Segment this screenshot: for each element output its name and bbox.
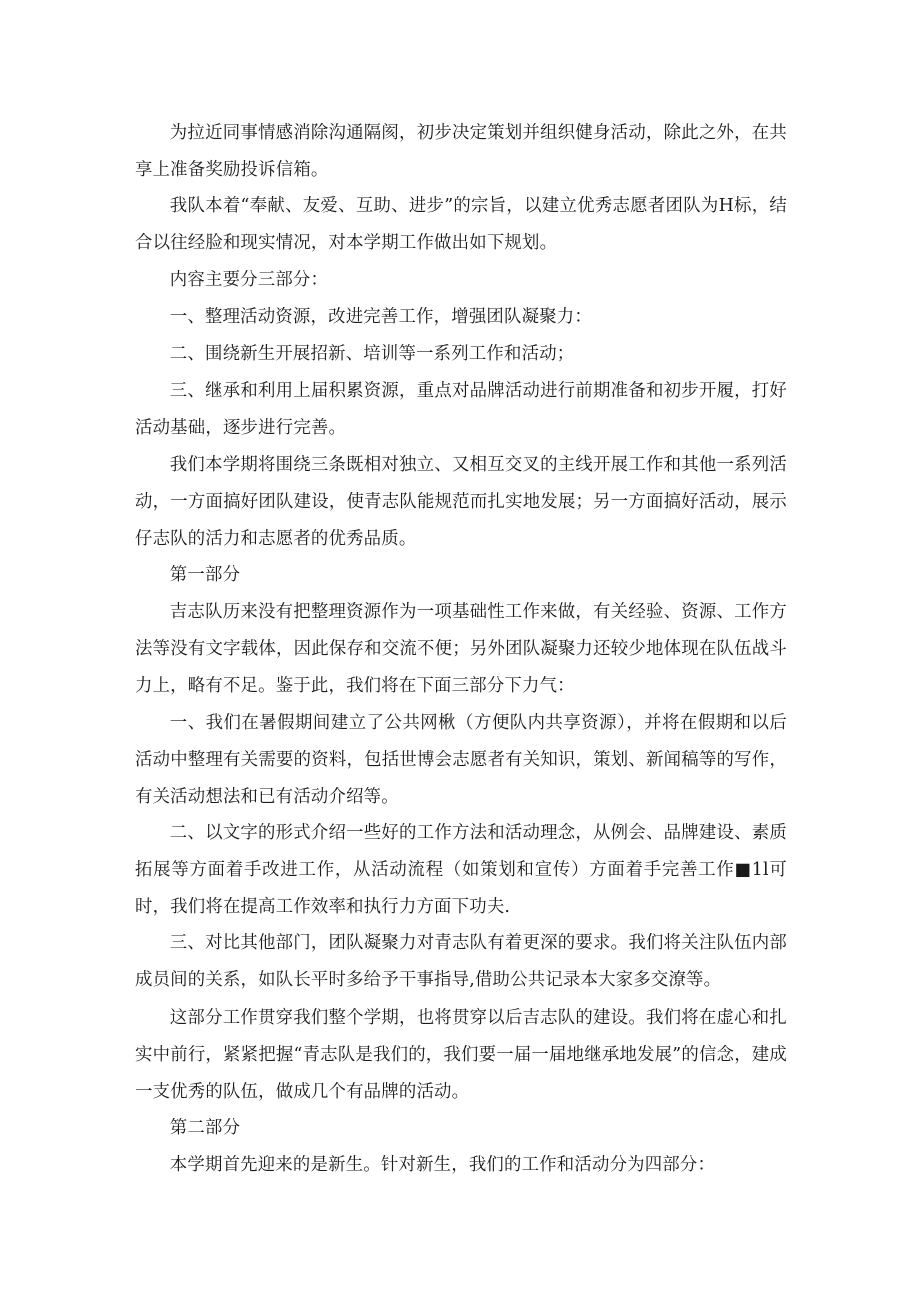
paragraph-part-one-summary: 这部分工作贯穿我们整个学期，也将贯穿以后吉志队的建设。我们将在虚心和扎实中前行，紧紧把握“青志队是我们的，我们要一届一届地继承地发展”的信念，建成一支优秀的队伍，做成几个有品牌的活动。 <box>135 1008 787 1102</box>
paragraph-semester-plan: 我们本学期将围绕三条既相对独立、又相互交叉的主线开展工作和其他一系列活动，一方面搞好团队建设，使青志队能规范而扎实地发展；另一方面搞好活动，展示仔志队的活力和志愿者的优秀品质。 <box>135 455 787 549</box>
paragraph-three-parts: 内容主要分三部分： <box>169 270 329 290</box>
paragraph-new-students: 本学期首先迎来的是新生。针对新生，我们的工作和活动分为四部分： <box>169 1155 716 1175</box>
paragraph-point-two: 二、围绕新生开展招新、培训等一系列工作和活动； <box>169 344 575 364</box>
paragraph-team-purpose: 我队本着“奉献、友爱、互助、进步”的宗旨，以建立优秀志愿者团队为H标，结合以往经脸和现实情况，对本学期工作做出如下规划。 <box>135 196 787 253</box>
paragraph-resources: 吉志队历来没有把整理资源作为一项基础性工作来做，有关经验、资源、工作方法等没有文字载体，因此保存和交流不便；另外团队凝聚力还较少地体现在队伍战斗力上，略有不足。鉴于此，我们将在下面三部分下力气： <box>135 602 787 696</box>
paragraph-part-one-item-one: 一、我们在暑假期间建立了公共网楸（方便队内共享资源），并将在假期和以后活动中整理有关需要的资料，包括世博会志愿者有关知识，策划、新闻稿等的写作，有关活动想法和已有活动介绍等。 <box>135 713 787 807</box>
paragraph-point-one: 一、整理活动资源，改进完善工作，增强团队凝聚力： <box>169 307 592 327</box>
paragraph-part-one-item-three: 三、对比其他部门，团队凝聚力对青志队有着更深的要求。我们将关注队伍内部成员间的关系，如队长平时多给予干事指导,借助公共记录本大家多交潦等。 <box>135 933 787 990</box>
paragraph-intro-fitness: 为拉近同事情感消除沟通隔阂，初步决定策划并组织健身活动，除此之外，在共享上准备奖励投诉信箱。 <box>135 123 787 180</box>
section-heading-part-one: 第一部分 <box>169 565 241 585</box>
paragraph-part-one-item-two: 二、以文字的形式介绍一些好的工作方法和活动理念，从例会、品牌建设、素质拓展等方面着手改进工作，从活动流程（如策划和宣传）方面着手完善工作■1l可时，我们将在提高工作效率和执行力方面下功夫. <box>135 823 787 917</box>
paragraph-point-three: 三、继承和利用上届积累资源，重点对品牌活动进行前期准备和初步开履，打好活动基础，逐步进行完善。 <box>135 381 787 438</box>
section-heading-part-two: 第二部分 <box>169 1118 241 1138</box>
